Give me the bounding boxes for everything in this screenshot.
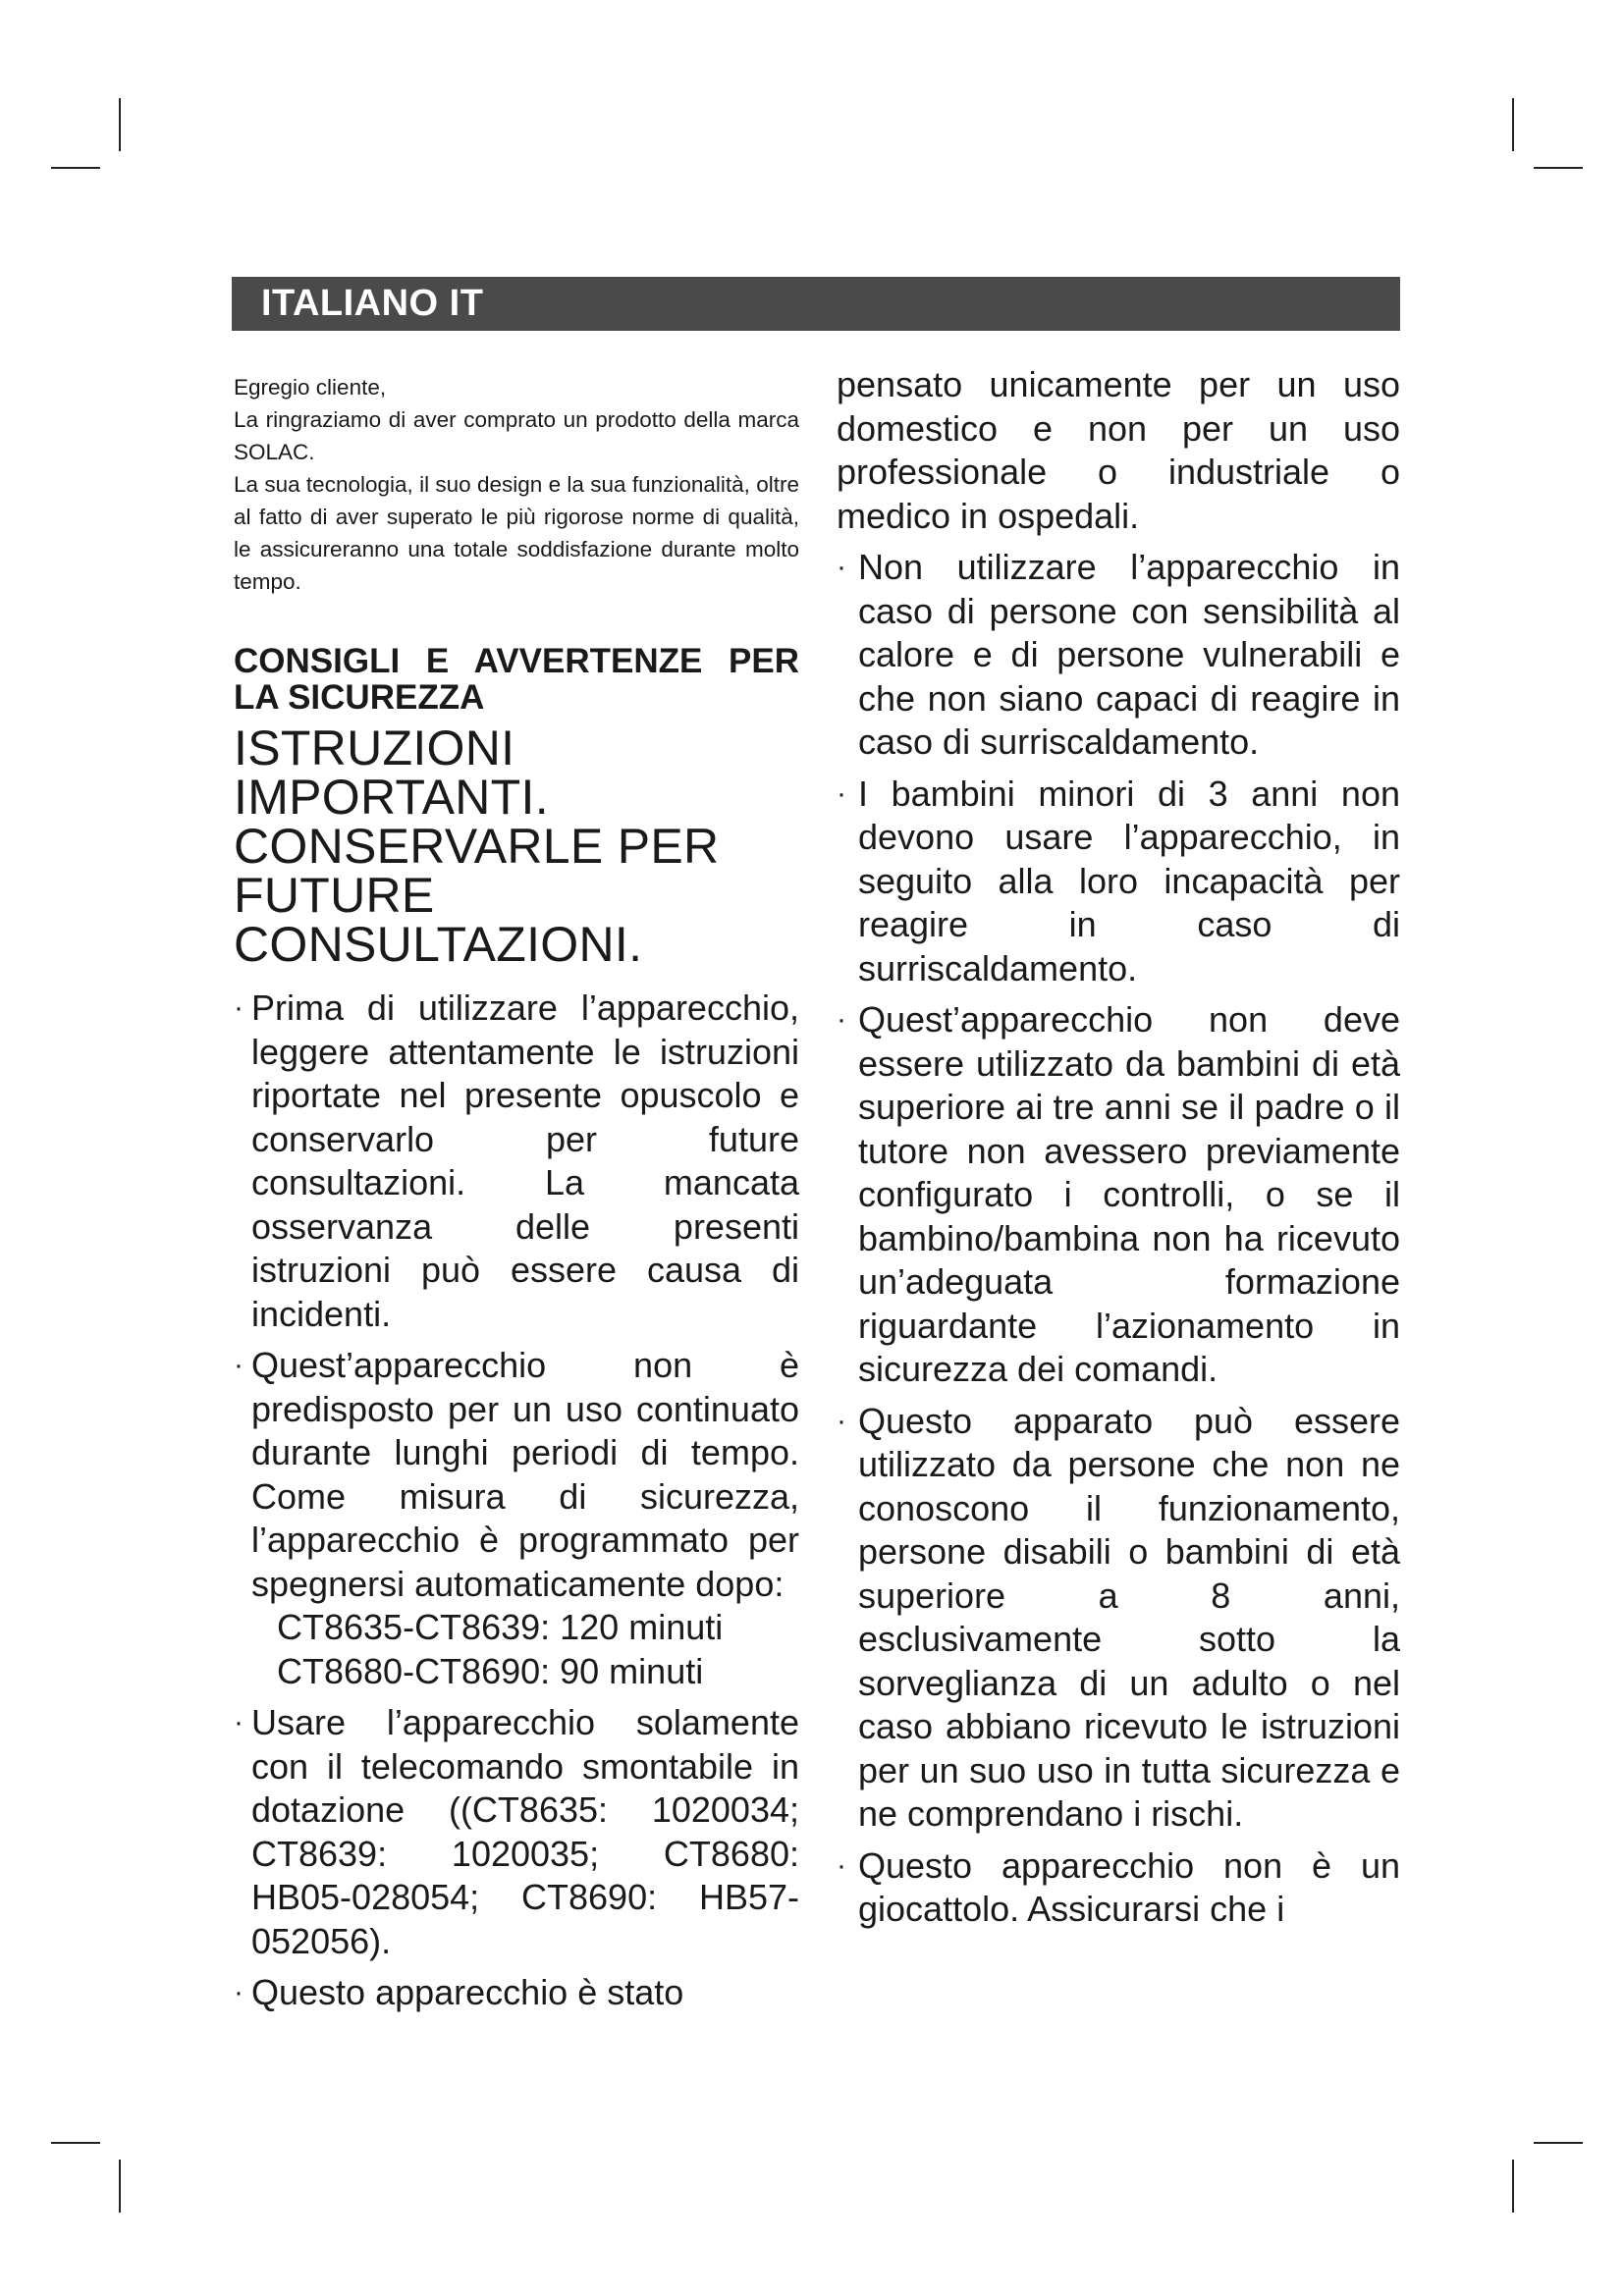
list-item-text: Usare l’apparecchio solamente con il telecomando smontabile in dotazione ((CT8635: 1020034; CT8639: 1020035; CT8680: HB05-028054; CT8690: HB57-052056). xyxy=(251,1702,799,1961)
bullet-dot: · xyxy=(234,1706,244,1738)
important-instructions-title: ISTRUZIONI IMPORTANTI. CONSERVARLE PER FUTURE CONSULTAZIONI. xyxy=(234,721,720,972)
bullet-dot: · xyxy=(234,1349,244,1381)
model-timer: CT8635-CT8639: 120 minuti xyxy=(277,1607,724,1647)
crop-mark-bottom-right-horizontal xyxy=(1534,2142,1583,2144)
list-item-text: Quest’apparecchio non è predisposto per un uso continuato durante lunghi periodi di tempo. Come misura di sicurezza, l’apparecchio è programmato per spegnersi automaticamente dopo: xyxy=(251,1345,799,1604)
bullet-dot: · xyxy=(837,1404,846,1437)
list-item xyxy=(837,1844,1400,1932)
crop-mark-top-left-horizontal xyxy=(51,167,100,169)
safety-heading: CONSIGLI E AVVERTENZE PER LA SICUREZZA xyxy=(234,642,799,717)
list-item xyxy=(837,546,1400,765)
crop-mark-top-right-horizontal xyxy=(1534,167,1583,169)
bullet-dot: · xyxy=(837,1003,846,1036)
list-item-text: Quest’apparecchio non deve essere utilizzato da bambini di età superiore ai tre anni se il padre o il tutore non avessero previamente configurato i controlli, o se il bambino/bambina non ha ricevuto un’adeguata formazione riguardante l’azionamento in sicurezza dei comandi. xyxy=(858,999,1400,1389)
list-item-text: Prima di utilizzare l’apparecchio, leggere attentamente le istruzioni riportate nel presente opuscolo e conservarlo per future consultazioni. La mancata osservanza delle presenti istruzioni può essere causa di incidenti. xyxy=(251,988,799,1334)
left-bullet-list xyxy=(234,987,799,2015)
list-item xyxy=(234,1971,799,2015)
intro-text xyxy=(234,371,799,598)
list-item xyxy=(837,1400,1400,1837)
bullet-dot: · xyxy=(837,1848,846,1882)
model-timer: CT8680-CT8690: 90 minuti xyxy=(277,1650,704,1691)
crop-mark-bottom-left-vertical xyxy=(119,2160,121,2213)
list-item-text: Questo apparato può essere utilizzato da persone che non ne conoscono il funzionamento, persone disabili o bambini di età superiore a 8 anni, esclusivamente sotto la sorveglianza di un adulto o nel caso abbiano ricevuto le istruzioni per un suo uso in tutta sicurezza e ne comprendano i rischi. xyxy=(858,1400,1400,1834)
auto-off-models xyxy=(251,1606,799,1693)
crop-mark-top-right-vertical xyxy=(1512,98,1514,151)
list-item xyxy=(234,987,799,1336)
list-item xyxy=(837,998,1400,1392)
continued-text: pensato unicamente per un uso domestico e non per un uso professionale o industriale o medico in ospedali. xyxy=(837,364,1400,536)
intro-greeting: Egregio cliente, xyxy=(234,375,387,400)
crop-mark-top-left-vertical xyxy=(119,98,121,151)
right-column xyxy=(837,363,1400,1940)
intro-body: La sua tecnologia, il suo design e la sua funzionalità, oltre al fatto di aver superato le più rigorose norme di qualità, le assicureranno una totale soddisfazione durante molto tempo. xyxy=(234,472,799,594)
list-item xyxy=(234,1701,799,1963)
intro-thanks: La ringraziamo di aver comprato un prodotto della marca SOLAC. xyxy=(234,407,799,464)
bullet-dot: · xyxy=(837,551,846,583)
bullet-dot: · xyxy=(837,776,846,810)
list-item-text: Non utilizzare l’apparecchio in caso di persone con sensibilità al calore e di persone vulnerabili e che non siano capaci di reagire in caso di surriscaldamento. xyxy=(858,547,1400,762)
list-item-text: Questo apparecchio non è un giocattolo. Assicurarsi che i xyxy=(858,1844,1400,1929)
crop-mark-bottom-left-horizontal xyxy=(51,2142,100,2144)
crop-mark-bottom-right-vertical xyxy=(1512,2160,1514,2213)
language-header: ITALIANO IT xyxy=(232,277,1400,331)
list-item xyxy=(837,773,1400,991)
list-item xyxy=(234,1344,799,1693)
left-column xyxy=(234,371,799,2023)
list-item-text: Questo apparecchio è stato xyxy=(251,1972,684,2012)
list-item-text: I bambini minori di 3 anni non devono usare l’apparecchio, in seguito alla loro incapacità per reagire in caso di surriscaldamento. xyxy=(858,773,1400,988)
bullet-dot: · xyxy=(234,991,244,1024)
bullet-dot: · xyxy=(234,1976,244,2008)
right-bullet-list xyxy=(837,546,1400,1932)
